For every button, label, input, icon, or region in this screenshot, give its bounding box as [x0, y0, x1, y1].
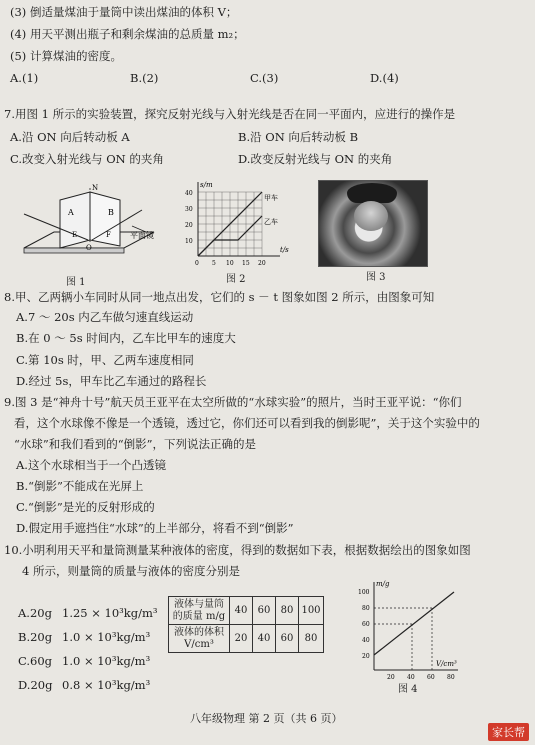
row2-label-b: V/cm³: [184, 638, 214, 650]
q10-option-letter: C.60g: [18, 654, 53, 668]
q6-option-b: B.(2): [130, 71, 159, 85]
fig3-photo-hair: [347, 183, 397, 203]
fig3-caption: 图 3: [366, 272, 386, 283]
fig2-ytick: 30: [185, 206, 193, 213]
figure-2-graph: [180, 178, 305, 270]
q9-stem-line2: 看，这个水球像不像是一个透镜，透过它，你们还可以看到我的倒影呢”，关于这个实验中的: [14, 416, 480, 430]
fig4-ylabel: m/g: [376, 580, 390, 588]
q10-option-letter: A.20g: [18, 606, 52, 620]
fig2-xtick: 0: [195, 260, 199, 267]
fig1-label-b: B: [108, 208, 114, 217]
fig1-caption: 图 1: [66, 277, 86, 288]
fig1-mirror-label: 平面镜: [130, 231, 154, 240]
q9-stem-line1: 9.图 3 是“神舟十号”航天员王亚平在太空所做的“水球实验”的照片，当时王亚平说：“你们: [4, 395, 462, 409]
q6-option-c: C.(3): [250, 71, 279, 85]
table-cell: 80: [276, 597, 299, 625]
fig1-label-n: N: [92, 184, 99, 192]
table-row-header: [169, 597, 230, 625]
table-cell: 20: [230, 625, 253, 653]
q9-stem-line3: “水球”和我们看到的“倒影”，下列说法正确的是: [14, 437, 257, 451]
fig1-label-f: F: [106, 231, 111, 239]
fig4-caption: 图 4: [398, 684, 418, 695]
watermark-logo: 家长帮: [488, 723, 529, 741]
q6-option-d: D.(4): [370, 71, 399, 85]
q7-stem: 7.用图 1 所示的实验装置，探究反射光线与入射光线是否在同一平面内，应进行的操作是: [4, 107, 456, 121]
q8-option-c: C.第 10s 时，甲、乙两车速度相同: [16, 353, 194, 367]
q7-option-c: C.改变入射光线与 ON 的夹角: [10, 152, 164, 166]
q9-option-b: B.“倒影”不能成在光屏上: [16, 479, 144, 493]
fig2-ylabel: s/m: [200, 181, 213, 189]
fig4-ytick: 40: [362, 637, 370, 644]
fig4-xlabel: V/cm³: [436, 660, 457, 668]
fig4-ytick: 20: [362, 653, 370, 660]
fig4-ytick: 60: [362, 621, 370, 628]
q7-option-d: D.改变反射光线与 ON 的夹角: [238, 152, 393, 166]
q10-option-c: [18, 654, 163, 668]
fig4-ytick: 100: [358, 589, 370, 596]
fig2-ytick: 40: [185, 190, 193, 197]
table-row-header: [169, 625, 230, 653]
table-cell: 100: [299, 597, 324, 625]
q10-option-a: [18, 606, 163, 620]
fig4-xtick: 20: [387, 674, 395, 681]
row1-label-a: 液体与量筒: [174, 598, 224, 610]
fig2-xtick: 20: [258, 260, 266, 267]
q10-option-d: [18, 678, 163, 692]
fig1-label-o: O: [86, 244, 92, 252]
q6-step5: (5) 计算煤油的密度。: [10, 49, 122, 63]
q7-option-b: B.沿 ON 向后转动板 B: [238, 130, 359, 144]
table-cell: 60: [276, 625, 299, 653]
row2-label-a: 液体的体积: [174, 626, 224, 638]
q10-option-b: [18, 630, 163, 644]
q8-option-d: D.经过 5s，甲车比乙车通过的路程长: [16, 374, 207, 388]
figure-4-graph: [352, 578, 470, 690]
fig2-caption: 图 2: [226, 274, 246, 285]
table-row: [169, 597, 324, 625]
fig4-xtick: 60: [427, 674, 435, 681]
q10-data-table: [168, 596, 324, 653]
table-row: [169, 625, 324, 653]
q10-stem-line1: 10.小明利用天平和量筒测量某种液体的密度，得到的数据如下表，根据数据绘出的图象如图: [4, 543, 471, 557]
fig2-xtick: 15: [242, 260, 250, 267]
fig2-line2-label: 乙车: [264, 218, 278, 226]
fig4-xtick: 40: [407, 674, 415, 681]
figure-1-diagram: [22, 180, 172, 272]
fig3-photo-face: [354, 201, 388, 231]
q9-option-a: A.这个水球相当于一个凸透镜: [16, 458, 166, 472]
fig1-label-e: E: [72, 231, 78, 239]
q10-option-value: 1.0 × 10³kg/m³: [62, 630, 151, 644]
fig2-ytick: 20: [185, 222, 193, 229]
table-cell: 60: [253, 597, 276, 625]
fig2-xlabel: t/s: [280, 246, 289, 254]
q10-option-value: 1.25 × 10³kg/m³: [62, 606, 158, 620]
q8-option-b: B.在 0 ～ 5s 时间内，乙车比甲车的速度大: [16, 331, 236, 345]
fig2-line1-label: 甲车: [264, 194, 278, 202]
fig2-xtick: 10: [226, 260, 234, 267]
fig2-ytick: 10: [185, 238, 193, 245]
fig2-xtick: 5: [212, 260, 216, 267]
q6-step3: (3) 倒适量煤油于量筒中读出煤油的体积 V；: [10, 5, 238, 19]
q10-option-value: 1.0 × 10³kg/m³: [62, 654, 151, 668]
q8-option-a: A.7 ～ 20s 内乙车做匀速直线运动: [16, 310, 194, 324]
q10-option-letter: D.20g: [18, 678, 53, 692]
page-footer: 八年级物理 第 2 页（共 6 页）: [190, 712, 343, 725]
q10-option-letter: B.20g: [18, 630, 53, 644]
fig1-label-a: A: [68, 208, 74, 217]
fig4-xtick: 80: [447, 674, 455, 681]
fig4-data-line: [374, 592, 454, 655]
q6-options: [10, 71, 510, 85]
q6-option-a: A.(1): [10, 71, 39, 85]
q9-option-d: D.假定用手遮挡住“水球”的上半部分，将看不到“倒影”: [16, 521, 294, 535]
fig3-water-ball-photo: [318, 180, 428, 267]
q7-option-a: A.沿 ON 向后转动板 A: [10, 130, 130, 144]
table-cell: 40: [230, 597, 253, 625]
q10-stem-line2: 4 所示，则量筒的质量与液体的密度分别是: [22, 564, 240, 578]
fig4-ytick: 80: [362, 605, 370, 612]
q9-option-c: C.“倒影”是光的反射形成的: [16, 500, 155, 514]
q8-stem: 8.甲、乙两辆小车同时从同一地点出发，它们的 s － t 图象如图 2 所示，由图象可知: [4, 290, 435, 304]
table-cell: 80: [299, 625, 324, 653]
q6-step4: (4) 用天平测出瓶子和剩余煤油的总质量 m₂；: [10, 27, 245, 41]
q10-option-value: 0.8 × 10³kg/m³: [62, 678, 151, 692]
table-cell: 40: [253, 625, 276, 653]
row1-label-b: 的质量 m/g: [172, 610, 226, 622]
